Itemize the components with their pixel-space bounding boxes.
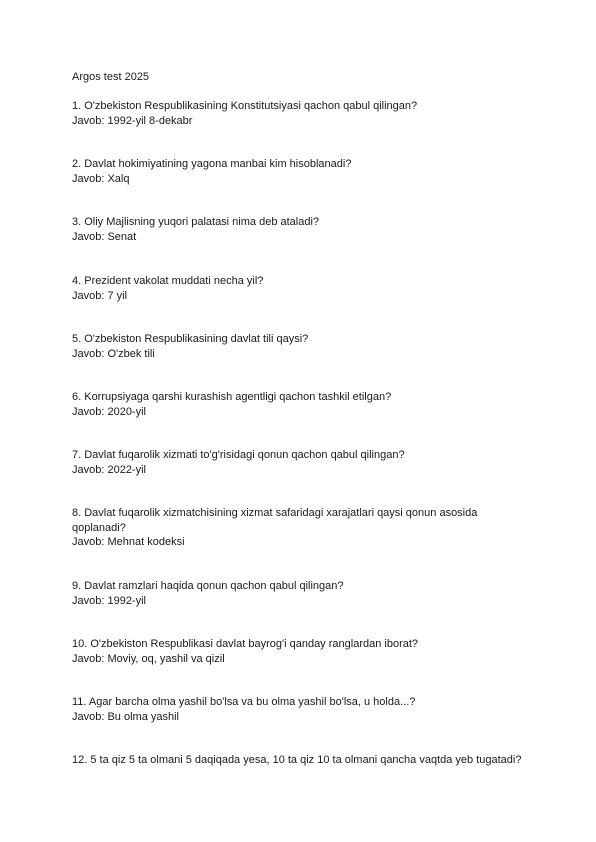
answer-text: Javob: Moviy, oq, yashil va qizil xyxy=(72,652,225,665)
answer-text: Javob: 2022-yil xyxy=(72,463,146,476)
question-text: 10. O'zbekiston Respublikasi davlat bayrog'i qanday ranglardan iborat? xyxy=(72,638,419,650)
qa-item-7 xyxy=(72,448,532,477)
question-text: 4. Prezident vakolat muddati necha yil? xyxy=(72,275,264,287)
qa-item-2 xyxy=(72,157,532,186)
answer-text: Javob: Senat xyxy=(72,230,137,243)
qa-item-10 xyxy=(72,637,532,666)
qa-item-9 xyxy=(72,579,532,608)
question-text: 5. O'zbekiston Respublikasining davlat tili qaysi? xyxy=(72,333,309,345)
answer-text: Javob: 1992-yil 8-dekabr xyxy=(72,114,193,127)
qa-item-5 xyxy=(72,332,532,361)
qa-item-8 xyxy=(72,506,492,550)
document-title: Argos test 2025 xyxy=(72,71,150,83)
answer-text: Javob: Bu olma yashil xyxy=(72,710,179,723)
qa-item-1 xyxy=(72,99,532,128)
answer-text: Javob: Mehnat kodeksi xyxy=(72,536,185,548)
qa-item-6 xyxy=(72,390,532,419)
question-text: 9. Davlat ramzlari haqida qonun qachon qabul qilingan? xyxy=(72,580,344,592)
qa-item-11 xyxy=(72,695,532,724)
answer-text: Javob: Xalq xyxy=(72,172,130,185)
answer-text: Javob: 7 yil xyxy=(72,289,128,302)
answer-text: Javob: O'zbek tili xyxy=(72,347,155,360)
question-text: 8. Davlat fuqarolik xizmatchisining xizmat safaridagi xarajatlari qaysi qonun asosida qoplanadi? xyxy=(72,507,478,534)
answer-text: Javob: 2020-yil xyxy=(72,405,146,418)
qa-item-12 xyxy=(72,753,532,768)
question-text: 3. Oliy Majlisning yuqori palatasi nima deb ataladi? xyxy=(72,216,320,228)
qa-item-4 xyxy=(72,274,532,303)
question-text: 1. O'zbekiston Respublikasining Konstitutsiyasi qachon qabul qilingan? xyxy=(72,100,418,112)
question-text: 2. Davlat hokimiyatining yagona manbai kim hisoblanadi? xyxy=(72,158,352,170)
question-text: 12. 5 ta qiz 5 ta olmani 5 daqiqada yesa, 10 ta qiz 10 ta olmani qancha vaqtda yeb tugatadi? xyxy=(72,754,522,766)
qa-item-3 xyxy=(72,215,532,244)
question-text: 6. Korrupsiyaga qarshi kurashish agentligi qachon tashkil etilgan? xyxy=(72,391,392,403)
question-text: 7. Davlat fuqarolik xizmati to'g'risidagi qonun qachon qabul qilingan? xyxy=(72,449,405,461)
question-text: 11. Agar barcha olma yashil bo'lsa va bu olma yashil bo'lsa, u holda...? xyxy=(72,696,416,708)
answer-text: Javob: 1992-yil xyxy=(72,594,146,607)
